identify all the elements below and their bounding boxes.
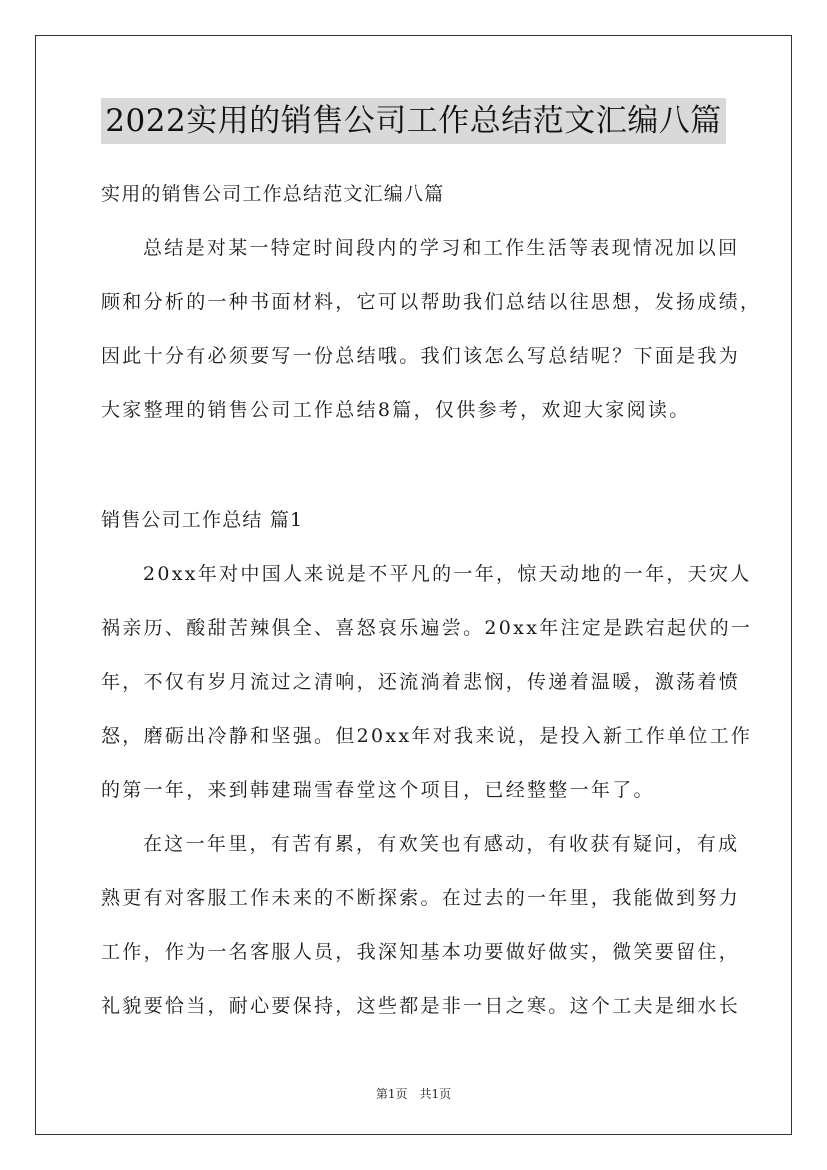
- para1-line-4: 怒，磨砺出冷静和坚强。但20xx年对我来说，是投入新工作单位工作: [101, 725, 753, 747]
- para1-line-1: 20xx年对中国人来说是不平凡的一年，惊天动地的一年，天灾人: [143, 563, 752, 585]
- intro-line-4: 大家整理的销售公司工作总结8篇，仅供参考，欢迎大家阅读。: [101, 399, 691, 421]
- page-number: 第1页: [375, 1087, 408, 1101]
- intro-line-2: 顾和分析的一种书面材料，它可以帮助我们总结以往思想，发扬成绩，: [101, 291, 762, 313]
- intro-line-3: 因此十分有必须要写一份总结哦。我们该怎么写总结呢？下面是我为: [101, 345, 741, 367]
- page-footer: [0, 1085, 827, 1102]
- para1-line-5: 的第一年，来到韩建瑞雪春堂这个项目，已经整整一年了。: [101, 779, 655, 801]
- para2-line-2: 熟更有对客服工作未来的不断探索。在过去的一年里，我能做到努力: [101, 887, 741, 909]
- document-subtitle: 实用的销售公司工作总结范文汇编八篇: [101, 183, 445, 205]
- page-total: 共1页: [419, 1087, 452, 1101]
- para1-line-2: 祸亲历、酸甜苦辣俱全、喜怒哀乐遍尝。20xx年注定是跌宕起伏的一: [101, 617, 753, 639]
- para2-line-3: 工作，作为一名客服人员，我深知基本功要做好做实，微笑要留住，: [101, 941, 741, 963]
- para2-line-1: 在这一年里，有苦有累，有欢笑也有感动，有收获有疑问，有成: [143, 833, 740, 855]
- title-container: [0, 98, 827, 144]
- para2-line-4: 礼貌要恰当，耐心要保持，这些都是非一日之寒。这个工夫是细水长: [101, 995, 741, 1017]
- section-heading: 销售公司工作总结 篇1: [101, 509, 304, 531]
- document-title: 2022实用的销售公司工作总结范文汇编八篇: [101, 98, 725, 144]
- para1-line-3: 年，不仅有岁月流过之清响，还流淌着悲悯，传递着温暖，激荡着愤: [101, 671, 741, 693]
- intro-line-1: 总结是对某一特定时间段内的学习和工作生活等表现情况加以回: [143, 237, 740, 259]
